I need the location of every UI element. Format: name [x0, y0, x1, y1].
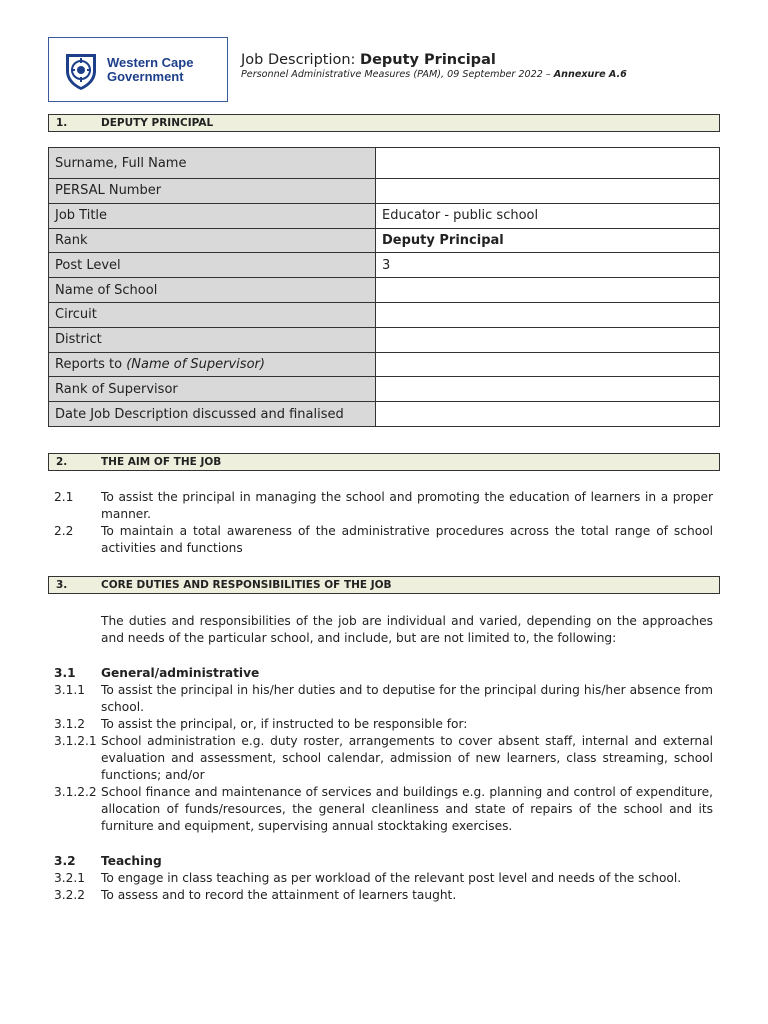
info-value [376, 352, 720, 377]
info-label-text: Post Level [55, 257, 121, 273]
info-label-text: Date Job Description discussed and finalised [55, 406, 344, 422]
item-number: 2.2 [54, 524, 74, 538]
info-label-italic: (Name of Supervisor) [126, 356, 265, 372]
logo-line-1: Western Cape [107, 55, 194, 70]
info-row [49, 278, 720, 303]
info-label [49, 148, 376, 179]
info-label [49, 352, 376, 377]
subsection-title: General/administrative [101, 666, 260, 680]
section-title: CORE DUTIES AND RESPONSIBILITIES OF THE JOB [101, 579, 392, 591]
duties-intro: The duties and responsibilities of the job are individual and varied, depending on the approaches and needs of the particular school, and include, but are not limited to, the following: [101, 614, 713, 645]
info-label [49, 179, 376, 204]
item-number: 3.2.1 [54, 871, 86, 885]
teaching-item-text: To assess and to record the attainment of learners taught. [101, 888, 457, 902]
duty-item-text: School administration e.g. duty roster, arrangements to cover absent staff, internal and external evaluation and assessment, school calendar, admission of new learners, class streaming, school functions; and/or [101, 734, 713, 782]
item-number: 2.1 [54, 490, 74, 504]
info-label [49, 327, 376, 352]
teaching-item-text: To engage in class teaching as per workload of the relevant post level and needs of the school. [101, 871, 682, 885]
item-number: 3.2.2 [54, 888, 86, 902]
info-label [49, 278, 376, 303]
info-table [48, 147, 720, 427]
info-row [49, 327, 720, 352]
info-value: 3 [376, 253, 720, 278]
section-number: 3. [56, 579, 68, 591]
subtitle-annexure: Annexure A.6 [553, 69, 627, 80]
logo-text [107, 56, 193, 84]
duty-item-text: To assist the principal, or, if instructed to be responsible for: [101, 717, 468, 731]
section-2-heading [48, 453, 720, 471]
info-label-text: Rank [55, 232, 88, 248]
section-title: THE AIM OF THE JOB [101, 456, 222, 468]
section-3-heading [48, 576, 720, 594]
info-label [49, 302, 376, 327]
section-number: 1. [56, 117, 68, 129]
aim-item-text: To assist the principal in managing the school and promoting the education of learners in a proper manner. [101, 490, 713, 521]
subtitle-text: Personnel Administrative Measures (PAM), 09 September 2022 – [241, 69, 554, 80]
info-label [49, 402, 376, 427]
info-value [376, 148, 720, 179]
aim-item-text: To maintain a total awareness of the administrative procedures across the total range of school activities and functions [101, 524, 713, 555]
item-number: 3.1.1 [54, 683, 86, 697]
info-value [376, 327, 720, 352]
info-label [49, 253, 376, 278]
duty-item-text: School finance and maintenance of services and buildings e.g. planning and control of expenditure, allocation of funds/resources, the general cleanliness and state of repairs of the school and its furniture and equipment, supervising annual stocktaking exercises. [101, 785, 713, 833]
subsection-title: Teaching [101, 854, 162, 868]
info-label-text: Circuit [55, 307, 97, 323]
info-label-text: Rank of Supervisor [55, 381, 178, 397]
info-label-text: Job Title [55, 208, 108, 224]
document-subtitle [241, 69, 627, 80]
info-value [376, 377, 720, 402]
info-row [49, 203, 720, 228]
item-number: 3.1.2.2 [54, 785, 97, 799]
info-label [49, 377, 376, 402]
logo-line-2: Government [107, 69, 184, 84]
info-value: Deputy Principal [376, 228, 720, 253]
info-row [49, 228, 720, 253]
subsection-number: 3.1 [54, 666, 76, 680]
duty-item-text: To assist the principal in his/her duties and to deputise for the principal during his/her absence from school. [101, 683, 713, 714]
info-value: Educator - public school [376, 203, 720, 228]
info-row [49, 179, 720, 204]
info-value [376, 302, 720, 327]
info-row [49, 253, 720, 278]
info-value [376, 402, 720, 427]
crest-icon [62, 51, 100, 91]
subsection-number: 3.2 [54, 854, 76, 868]
info-label-text: District [55, 332, 102, 348]
info-label-text: Name of School [55, 282, 158, 298]
section-1-heading [48, 114, 720, 132]
item-number: 3.1.2 [54, 717, 86, 731]
info-label-text: PERSAL Number [55, 183, 162, 199]
info-row [49, 352, 720, 377]
info-label-text: Reports to [55, 356, 127, 372]
section-number: 2. [56, 456, 68, 468]
info-value [376, 278, 720, 303]
info-value [376, 179, 720, 204]
document-title [241, 52, 496, 68]
item-number: 3.1.2.1 [54, 734, 97, 748]
section-title: DEPUTY PRINCIPAL [101, 117, 214, 129]
title-prefix: Job Description: [241, 52, 361, 68]
info-row [49, 148, 720, 179]
title-bold: Deputy Principal [360, 52, 496, 68]
info-row [49, 402, 720, 427]
info-row [49, 302, 720, 327]
info-label-text: Surname, Full Name [55, 155, 187, 171]
info-label [49, 203, 376, 228]
logo [48, 37, 228, 102]
info-row [49, 377, 720, 402]
info-label [49, 228, 376, 253]
